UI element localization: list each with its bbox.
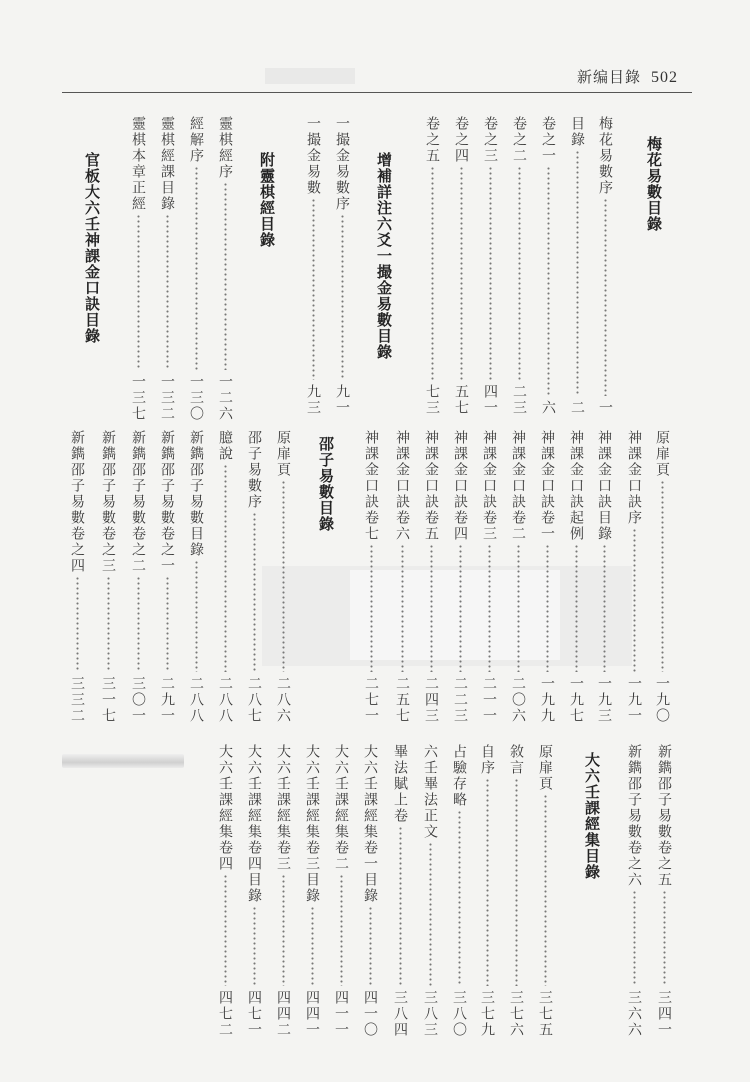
leader-dots (576, 150, 579, 396)
toc-entry-page: 四一一 (333, 990, 349, 1038)
toc-entry-page: 一九九 (539, 676, 555, 724)
toc-entry-page: 二八八 (217, 676, 233, 724)
leader-dots (429, 842, 432, 986)
toc-entry-title: 目錄 (569, 116, 585, 148)
toc-entry-title: 新鐫邵子易數卷之四 (69, 430, 85, 574)
toc-entry-page: 一九〇 (654, 676, 670, 724)
toc-entry-page: 一九三 (596, 676, 612, 724)
toc-entry-page: 一二六 (217, 374, 233, 422)
toc-entry-title: 大六壬課經集卷四目錄 (246, 744, 262, 904)
leader-dots (661, 480, 664, 672)
toc-entry-page: 三一七 (100, 676, 116, 724)
toc-entry-title: 神課金口訣卷六 (394, 430, 410, 542)
toc-entry-page: 六 (540, 400, 556, 416)
leader-dots (459, 544, 462, 672)
toc-entry-title: 靈棋經課目錄 (159, 116, 175, 212)
toc-entry-title: 占驗存略 (451, 744, 467, 808)
toc-entry-title: 自序 (479, 744, 495, 776)
toc-entry-title: 新鐫邵子易數卷之五 (656, 744, 672, 888)
toc-entry-page: 一 (597, 400, 613, 416)
toc-entry-title: 一撮金易數 (305, 116, 321, 196)
leader-dots (370, 544, 373, 672)
toc-entry-title: 卷之五 (424, 116, 440, 164)
toc-entry-page: 二九一 (159, 676, 175, 724)
scan-bleed-highlight (350, 570, 560, 660)
toc-entry-title: 神課金口訣卷七 (363, 430, 379, 542)
leader-dots (460, 166, 463, 380)
toc-entry-page: 二〇六 (510, 676, 526, 724)
toc-entry-title: 梅花易數序 (597, 116, 613, 196)
toc-entry-page: 一三〇 (188, 374, 204, 422)
leader-dots (76, 576, 79, 672)
leader-dots (253, 512, 256, 672)
leader-dots (195, 166, 198, 370)
section-heading: 邵子易數目錄 (317, 436, 335, 532)
leader-dots (224, 874, 227, 986)
leader-dots (312, 198, 315, 380)
toc-entry-page: 五七 (453, 384, 469, 416)
toc-entry-page: 四四一 (304, 990, 320, 1038)
toc-entry-page: 一三二 (159, 374, 175, 422)
toc-entry-title: 大六壬課經集卷一目錄 (362, 744, 378, 904)
toc-entry-page: 三六六 (626, 990, 642, 1038)
toc-entry-title: 新鐫邵子易數目錄 (188, 430, 204, 558)
leader-dots (137, 576, 140, 672)
leader-dots (486, 778, 489, 986)
leader-dots (663, 890, 666, 986)
toc-entry-page: 四七二 (217, 990, 233, 1038)
leader-dots (518, 166, 521, 380)
toc-entry-title: 新鐫邵子易數卷之一 (159, 430, 175, 574)
toc-entry-page: 四一 (482, 384, 498, 416)
toc-entry-page: 一三七 (130, 374, 146, 422)
leader-dots (431, 166, 434, 380)
toc-entry-title: 經解序 (188, 116, 204, 164)
toc-entry-page: 四七一 (246, 990, 262, 1038)
leader-dots (195, 560, 198, 672)
toc-entry-page: 三〇一 (130, 676, 146, 724)
header-title: 新编目錄 (576, 68, 641, 86)
toc-entry-title: 臆說 (217, 430, 233, 462)
leader-dots (137, 214, 140, 370)
toc-entry-title: 卷之一 (540, 116, 556, 164)
toc-entry-title: 原扉頁 (275, 430, 291, 478)
toc-entry-page: 三七九 (479, 990, 495, 1038)
leader-dots (604, 198, 607, 396)
leader-dots (399, 826, 402, 986)
leader-dots (166, 214, 169, 370)
section-heading: 附靈棋經目錄 (258, 152, 276, 248)
toc-entry-page: 二七一 (363, 676, 379, 724)
leader-dots (489, 166, 492, 380)
toc-entry-title: 靈棋經序 (217, 116, 233, 180)
toc-entry-title: 新鐫邵子易數卷之三 (100, 430, 116, 574)
toc-entry-title: 新鐫邵子易數卷之二 (130, 430, 146, 574)
toc-entry-page: 三八四 (392, 990, 408, 1038)
toc-entry-title: 靈棋本章正經 (130, 116, 146, 212)
toc-entry-title: 六壬畢法正文 (422, 744, 438, 840)
section-heading: 大六壬課經集目錄 (583, 752, 601, 880)
toc-entry-page: 二八八 (188, 676, 204, 724)
leader-dots (633, 890, 636, 986)
toc-entry-page: 一九七 (568, 676, 584, 724)
toc-entry-title: 原扉頁 (537, 744, 553, 792)
toc-entry-page: 九三 (305, 384, 321, 416)
toc-entry-title: 一撮金易數序 (334, 116, 350, 212)
leader-dots (282, 874, 285, 986)
toc-entry-title: 神課金口訣卷四 (452, 430, 468, 542)
leader-dots (517, 544, 520, 672)
toc-entry-title: 大六壬課經集卷三目錄 (304, 744, 320, 904)
running-header (577, 66, 678, 87)
toc-entry-page: 二三 (511, 384, 527, 416)
toc-entry-title: 大六壬課經集卷二 (333, 744, 349, 872)
leader-dots (401, 544, 404, 672)
section-heading: 增補詳注六爻一撮金易數目錄 (375, 152, 393, 360)
toc-entry-title: 邵子易數序 (246, 430, 262, 510)
leader-dots (107, 576, 110, 672)
header-rule (62, 92, 692, 93)
leader-dots (458, 810, 461, 986)
toc-entry-page: 九一 (334, 384, 350, 416)
leader-dots (311, 906, 314, 986)
toc-entry-page: 三四一 (656, 990, 672, 1038)
toc-entry-title: 新鐫邵子易數卷之六 (626, 744, 642, 888)
toc-entry-page: 二五七 (394, 676, 410, 724)
leader-dots (166, 576, 169, 672)
toc-entry-title: 神課金口訣卷五 (423, 430, 439, 542)
leader-dots (253, 906, 256, 986)
toc-entry-title: 敘言 (508, 744, 524, 776)
leader-dots (633, 528, 636, 672)
toc-entry-page: 四四二 (275, 990, 291, 1038)
toc-entry-page: 二二三 (452, 676, 468, 724)
toc-entry-title: 大六壬課經集卷三 (275, 744, 291, 872)
toc-entry-title: 原扉頁 (654, 430, 670, 478)
toc-entry-page: 二八六 (275, 676, 291, 724)
leader-dots (369, 906, 372, 986)
toc-entry-title: 卷之四 (453, 116, 469, 164)
page-number: 502 (651, 69, 678, 86)
toc-entry-title: 神課金口訣起例 (568, 430, 584, 542)
leader-dots (224, 182, 227, 370)
toc-entry-page: 一九一 (626, 676, 642, 724)
toc-entry-page: 二一一 (481, 676, 497, 724)
toc-entry-title: 神課金口訣卷三 (481, 430, 497, 542)
leader-dots (575, 544, 578, 672)
leader-dots (430, 544, 433, 672)
toc-entry-page: 三七五 (537, 990, 553, 1038)
scan-smudge (265, 68, 355, 84)
toc-entry-page: 七三 (424, 384, 440, 416)
toc-entry-page: 三八〇 (451, 990, 467, 1038)
section-heading: 官板大六壬神課金口訣目錄 (83, 152, 101, 344)
leader-dots (224, 464, 227, 672)
toc-entry-page: 三八三 (422, 990, 438, 1038)
toc-entry-title: 卷之三 (482, 116, 498, 164)
toc-entry-title: 神課金口訣序 (626, 430, 642, 526)
toc-entry-title: 大六壬課經集卷四 (217, 744, 233, 872)
leader-dots (282, 480, 285, 672)
leader-dots (515, 778, 518, 986)
leader-dots (488, 544, 491, 672)
toc-entry-title: 畢法賦上卷 (392, 744, 408, 824)
scan-smudge-bar (62, 754, 184, 768)
leader-dots (341, 214, 344, 380)
leader-dots (547, 166, 550, 396)
toc-entry-page: 三七六 (508, 990, 524, 1038)
section-heading: 梅花易數目錄 (645, 136, 663, 232)
toc-entry-page: 二八七 (246, 676, 262, 724)
leader-dots (340, 874, 343, 986)
leader-dots (544, 794, 547, 986)
toc-entry-title: 神課金口訣卷二 (510, 430, 526, 542)
toc-entry-title: 神課金口訣目錄 (596, 430, 612, 542)
leader-dots (603, 544, 606, 672)
toc-entry-page: 四一〇 (362, 990, 378, 1038)
toc-entry-page: 三三二 (69, 676, 85, 724)
toc-entry-title: 卷之二 (511, 116, 527, 164)
leader-dots (546, 544, 549, 672)
toc-entry-page: 二 (569, 400, 585, 416)
toc-entry-title: 神課金口訣卷一 (539, 430, 555, 542)
toc-entry-page: 二四三 (423, 676, 439, 724)
